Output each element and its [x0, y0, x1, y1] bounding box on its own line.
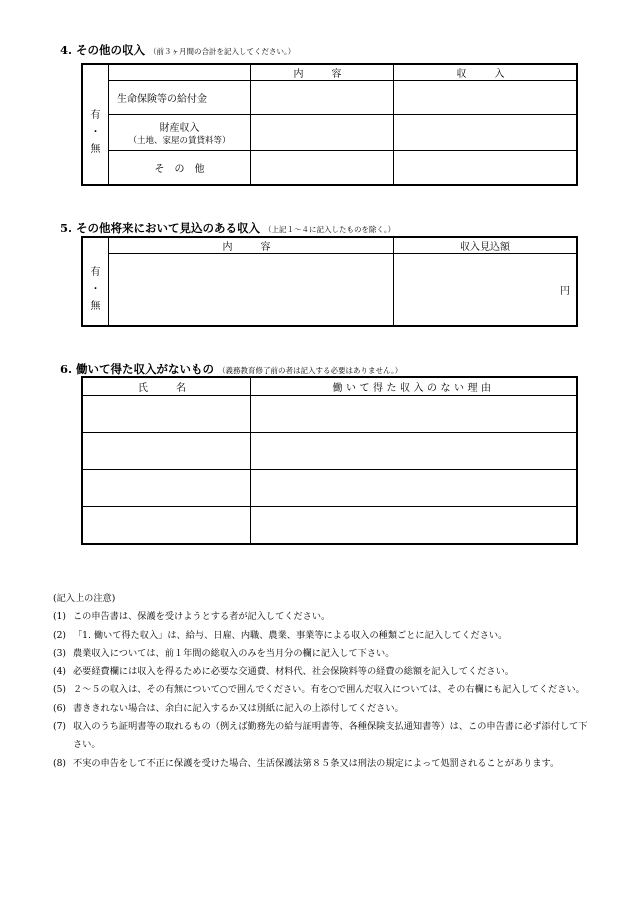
reason-field-2[interactable] — [251, 433, 577, 470]
label-header-cell — [109, 65, 251, 81]
column-name-header: 氏 名 — [83, 378, 251, 396]
instruction-number: (7) — [53, 721, 67, 733]
instruction-text: ２～５の収入は、その有無について○で囲んでください。有を○で囲んだ収入については、その右欄にも記入してください。 — [73, 684, 585, 696]
instruction-number: (5) — [53, 684, 67, 696]
column-reason-header: 働いて得た収入のない理由 — [251, 378, 577, 396]
instructions — [53, 590, 593, 773]
instruction-text: 必要経費欄には収入を得るために必要な交通費、材料代、社会保険料等の経費の総額を記入してください。 — [73, 666, 514, 678]
yes-no-choice[interactable] — [83, 254, 109, 326]
yen-unit: 円 — [560, 286, 570, 297]
instruction-number: (1) — [53, 611, 67, 623]
section5-heading: 5. その他将来において見込のある収入 — [60, 221, 261, 235]
instructions-heading: (記入上の注意) — [53, 593, 116, 604]
yn-separator: ・ — [90, 126, 101, 138]
name-field-3[interactable] — [83, 470, 251, 507]
yes-label: 有 — [90, 266, 101, 278]
no-label: 無 — [90, 300, 101, 312]
instruction-item — [53, 627, 593, 645]
expected-content-field[interactable] — [109, 254, 394, 326]
column-expected-header: 収入見込額 — [394, 238, 577, 254]
section4-heading: 4. その他の収入 — [60, 43, 146, 57]
row-label-property — [109, 115, 251, 151]
instruction-number: (2) — [53, 629, 67, 641]
section5-title — [60, 220, 395, 236]
instruction-text: 収入のうち証明書等の取れるもの（例えば勤務先の給与証明書等、各種保険支払通知書等）は、この申告書に必ず添付して下さい。 — [73, 721, 588, 751]
section5-note: （上記１～４に記入したものを除く。） — [264, 225, 396, 234]
instruction-item — [53, 645, 593, 663]
instruction-text: この申告書は、保護を受けようとする者が記入してください。 — [73, 611, 331, 623]
yn-separator: ・ — [90, 283, 101, 295]
row-label-insurance: 生命保険等の給付金 — [109, 81, 251, 115]
section6-title — [60, 361, 402, 377]
other-content-field[interactable] — [251, 151, 394, 185]
column-content-header: 内 容 — [251, 65, 394, 81]
expected-amount-field[interactable] — [394, 254, 577, 326]
property-income-field[interactable] — [394, 115, 577, 151]
no-earned-income-table — [82, 377, 577, 544]
yn-header-cell — [83, 65, 109, 81]
instruction-number: (3) — [53, 647, 67, 659]
insurance-income-field[interactable] — [394, 81, 577, 115]
instruction-number: (6) — [53, 702, 67, 714]
instruction-item — [53, 718, 593, 755]
other-income-table — [82, 64, 577, 185]
row-label-other: そ の 他 — [109, 151, 251, 185]
property-label: 財産収入 — [159, 123, 200, 134]
instruction-item — [53, 663, 593, 681]
instruction-text: 農業収入については、前１年間の総収入のみを当月分の欄に記入して下さい。 — [73, 647, 395, 659]
yn-header-cell — [83, 238, 109, 254]
section6-note: （義務教育修了前の者は記入する必要はありません。） — [218, 366, 403, 375]
section6-heading: 6. 働いて得た収入がないもの — [60, 362, 215, 376]
instruction-number: (8) — [53, 757, 67, 769]
no-label: 無 — [90, 143, 101, 155]
name-field-1[interactable] — [83, 396, 251, 433]
other-income-field[interactable] — [394, 151, 577, 185]
reason-field-4[interactable] — [251, 507, 577, 544]
column-content-header: 内 容 — [109, 238, 394, 254]
instruction-item — [53, 700, 593, 718]
expected-income-table — [82, 237, 577, 326]
property-sublabel: （土地、家屋の賃貸料等） — [128, 136, 231, 146]
yes-no-choice[interactable] — [83, 81, 109, 185]
instruction-text: 不実の申告をして不正に保護を受けた場合、生活保護法第８５条又は刑法の規定によって処罰されることがあります。 — [73, 757, 560, 769]
instruction-item — [53, 681, 593, 699]
section4-title — [60, 42, 295, 58]
instruction-number: (4) — [53, 666, 67, 678]
yes-label: 有 — [90, 109, 101, 121]
name-field-4[interactable] — [83, 507, 251, 544]
insurance-content-field[interactable] — [251, 81, 394, 115]
instruction-text: 「1. 働いて得た収入」は、給与、日雇、内職、農業、事業等による収入の種類ごとに記入してください。 — [73, 629, 508, 641]
instruction-text: 書ききれない場合は、余白に記入するか又は別紙に記入の上添付してください。 — [73, 702, 404, 714]
name-field-2[interactable] — [83, 433, 251, 470]
section4-note: （前３ヶ月間の合計を記入してください。） — [149, 47, 296, 56]
instruction-item — [53, 608, 593, 626]
reason-field-3[interactable] — [251, 470, 577, 507]
instruction-item — [53, 755, 593, 773]
property-content-field[interactable] — [251, 115, 394, 151]
column-income-header: 収 入 — [394, 65, 577, 81]
reason-field-1[interactable] — [251, 396, 577, 433]
